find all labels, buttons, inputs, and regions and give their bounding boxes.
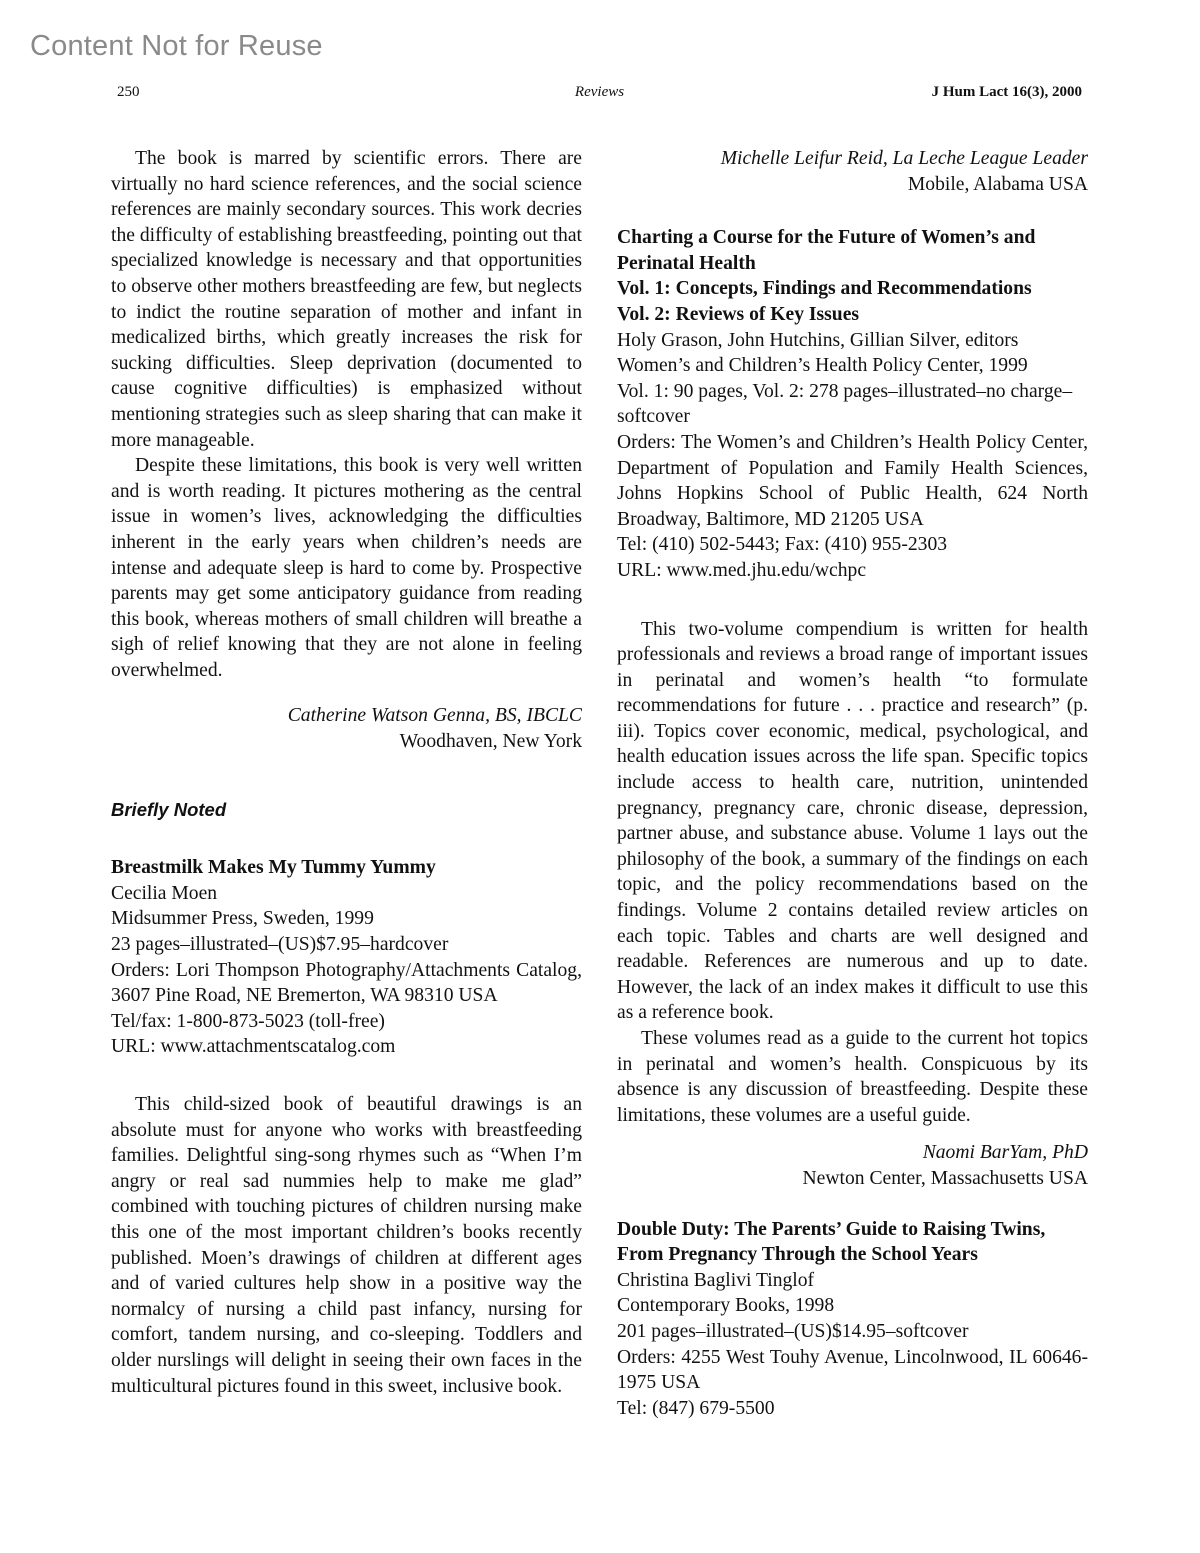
reviewer-name: Naomi BarYam, PhD bbox=[922, 1142, 1088, 1164]
book-title: Charting a Course for the Future of Women’s and Perinatal Health bbox=[617, 227, 1036, 274]
book-volume-1: Vol. 1: Concepts, Findings and Recommendations bbox=[617, 278, 1032, 300]
book-details: Vol. 1: 90 pages, Vol. 2: 278 pages–illustrated–no charge–softcover bbox=[617, 380, 1073, 428]
watermark: Content Not for Reuse bbox=[30, 30, 323, 62]
reviewer-signature bbox=[617, 1140, 1088, 1191]
review-paragraph: Despite these limitations, this book is very well written and is worth reading. It pictures mothering as the central issue in women’s lives, acknowledging the difficulties inherent in the early years when children’s needs are intense and adequate sleep is hard to come by. Prospective parents may get some anticipatory guidance from reading this book, whereas mothers of small children will breathe a sigh of relief knowing that they are not alone in feeling overwhelmed. bbox=[111, 455, 582, 681]
running-head bbox=[117, 84, 1082, 104]
book-url: URL: www.med.jhu.edu/wchpc bbox=[617, 559, 867, 581]
review-paragraph: This child-sized book of beautiful drawings is an absolute must for anyone who works with breastfeeding families. Delightful sing-song rhymes such as “When I’m angry or real sad nummies help to make me glad” combined with touching pictures of children nursing make this one of the most important children’s books recently published. Moen’s drawings of children at different ages and of varied cultures help show in a positive way the normalcy of nursing a child past infancy, nursing for comfort, tandem nursing, and co-sleeping. Toddlers and older nurslings will delight in seeing their own faces in the multicultural pictures found in this sweet, inclusive book. bbox=[111, 1094, 582, 1397]
review-paragraph: This two-volume compendium is written for health professionals and reviews a broad range of important issues in perinatal and women’s health “to formulate recommendations for future . . . practice and research” (p. iii). Topics cover economic, medical, psychological, and health education issues across the life span. Specific topics include access to health care, nutrition, unintended pregnancy, pregnancy care, chronic disease, depression, partner abuse, and substance abuse. Volume 1 lays out the philosophy of the book, a summary of the findings on each topic, and the policy recommendations based on the findings. Volume 2 contains detailed review articles on each topic. Tables and charts are well designed and readable. References are numerous and up to date. However, the lack of an index makes it difficult to use this as a reference book. bbox=[617, 618, 1088, 1024]
book-editors: Holy Grason, John Hutchins, Gillian Silver, editors bbox=[617, 329, 1019, 351]
section-name: Reviews bbox=[574, 84, 625, 100]
book-entry bbox=[617, 1217, 1088, 1422]
review-paragraph: These volumes read as a guide to the current hot topics in perinatal and women’s health. Conspicuous by its absence is any discussion of breastfeeding. Despite these limitations, these volumes are a useful guide. bbox=[617, 1028, 1088, 1126]
review-paragraph: The book is marred by scientific errors. There are virtually no hard science references, and the social science references are mainly secondary sources. This work decries the difficulty of establishing breastfeeding, pointing out that specialized knowledge is necessary and that opportunities to observe other mothers breastfeeding are few, but neglects to indict the routine separation of mother and infant in medicalized births, which greatly increases the risk for sucking difficulties. Sleep deprivation (documented to cause cognitive difficulties) is emphasized without mentioning strategies such as sleep sharing that can make it more manageable. bbox=[111, 148, 582, 451]
book-volume-2: Vol. 2: Reviews of Key Issues bbox=[617, 303, 860, 325]
page-number: 250 bbox=[117, 84, 140, 100]
book-tel: Tel: (847) 679-5500 bbox=[617, 1397, 775, 1419]
right-column bbox=[617, 146, 1088, 1421]
book-author: Cecilia Moen bbox=[111, 882, 218, 904]
reviewer-location: Woodhaven, New York bbox=[399, 731, 582, 753]
reviewer-name: Michelle Leifur Reid, La Leche League Leader bbox=[720, 148, 1088, 169]
book-title: Double Duty: The Parents’ Guide to Raising Twins, From Pregnancy Through the School Years bbox=[617, 1218, 1046, 1266]
book-publisher: Women’s and Children’s Health Policy Center, 1999 bbox=[617, 355, 1028, 377]
reviewer-signature bbox=[617, 146, 1088, 197]
left-column bbox=[111, 146, 582, 1399]
reviewer-name: Catherine Watson Genna, BS, IBCLC bbox=[287, 705, 582, 727]
book-details: 23 pages–illustrated–(US)$7.95–hardcover bbox=[111, 934, 449, 956]
book-tel: Tel/fax: 1-800-873-5023 (toll-free) bbox=[111, 1010, 385, 1032]
book-orders: Orders: 4255 West Touhy Avenue, Lincolnwood, IL 60646-1975 USA bbox=[617, 1346, 1088, 1394]
reviewer-location: Mobile, Alabama USA bbox=[907, 173, 1088, 195]
book-url: URL: www.attachmentscatalog.com bbox=[111, 1036, 396, 1058]
book-publisher: Contemporary Books, 1998 bbox=[617, 1295, 835, 1317]
book-author: Christina Baglivi Tinglof bbox=[617, 1269, 815, 1291]
book-orders: Orders: Lori Thompson Photography/Attachments Catalog, 3607 Pine Road, NE Bremerton, WA 98310 USA bbox=[111, 959, 582, 1007]
book-entry bbox=[617, 225, 1088, 583]
book-orders: Orders: The Women’s and Children’s Health Policy Center, Department of Population and Family Health Sciences, Johns Hopkins School of Public Health, 624 North Broadway, Baltimore, MD 21205 USA bbox=[617, 431, 1088, 530]
reviewer-signature bbox=[111, 703, 582, 754]
book-entry bbox=[111, 855, 582, 1060]
journal-citation: J Hum Lact 16(3), 2000 bbox=[931, 84, 1082, 100]
book-tel: Tel: (410) 502-5443; Fax: (410) 955-2303 bbox=[617, 534, 948, 556]
section-heading-briefly-noted: Briefly Noted bbox=[111, 798, 227, 820]
book-title: Breastmilk Makes My Tummy Yummy bbox=[111, 857, 436, 879]
book-publisher: Midsummer Press, Sweden, 1999 bbox=[111, 908, 374, 930]
reviewer-location: Newton Center, Massachusetts USA bbox=[802, 1167, 1088, 1189]
book-details: 201 pages–illustrated–(US)$14.95–softcover bbox=[617, 1320, 969, 1342]
